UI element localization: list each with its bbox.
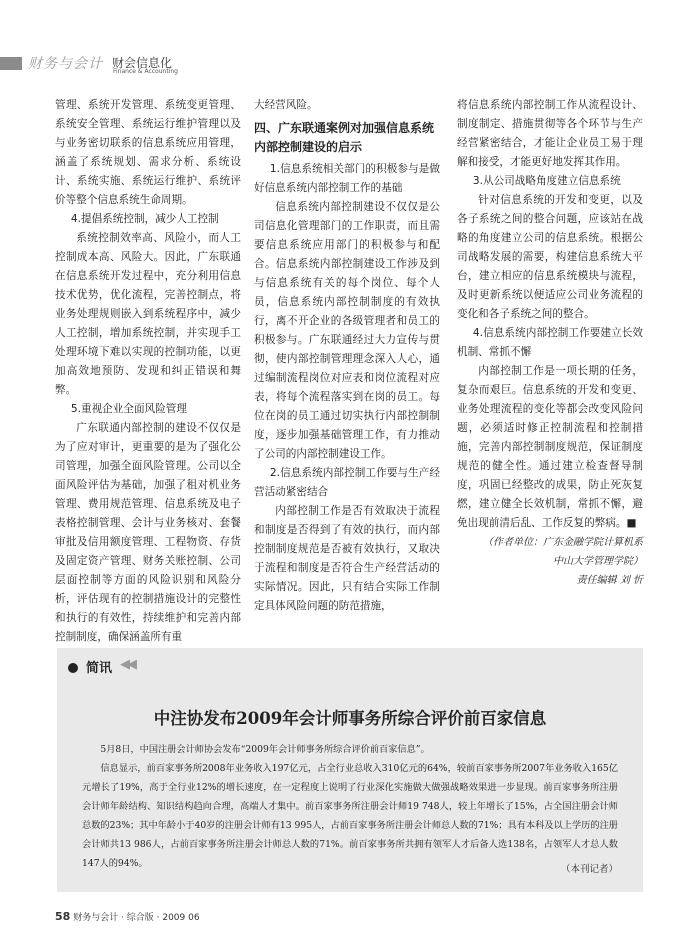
author-affiliation: （作者单位：广东金融学院计算机系 bbox=[483, 537, 643, 548]
news-label: 简讯 bbox=[86, 661, 113, 676]
editor-credit: 责任编辑 刘 忻 bbox=[576, 575, 643, 586]
paragraph: 信息显示，前百家事务所2008年业务收入197亿元，占全行业总收入310亿元的64%，较前百家事务所2007年业务收入165亿元增长了19%，高于全行业12%的增长速度，在一定程度上说明了行业深化实施做大做强战略效果进一步显现。前百家事务所注册会计师年龄结构、知识结构趋向合理，高端人才集中。前百家事务所注册会计师19 748人，较上年增长了15%，占全国注册会计师总数的23%；其中年龄小于40岁的注册会计师有13 995人，占前百家事务所注册会计师总人数的71%；具有本科及以上学历的注册会计师共13 986人，占前百家事务所注册会计师总人数的71%。前百家事务所共拥有领军人才后备人选138名，占领军人才总人数147人的94%。 bbox=[82, 763, 618, 869]
section-title: 财会信息化 bbox=[112, 56, 173, 70]
subheading: 4.提倡系统控制，减少人工控制 bbox=[70, 213, 219, 225]
subheading: 1.信息系统相关部门的积极参与是做好信息系统内部控制工作的基础 bbox=[254, 163, 440, 194]
news-title: 中注协发布2009年会计师事务所综合评价前百家信息 bbox=[153, 709, 547, 728]
paragraph: 针对信息系统的开发和变更，以及各子系统之间的整合问题，应该站在战略的角度建立公司的信息系统。根据公司战略发展的需要，构建信息系统大平台，建立相应的信息系统模块与流程，及时更新系统以便适应公司业务流程的变化和各子系统之间的整合。 bbox=[457, 194, 643, 320]
footer-text: 财务与会计 · 综合版 · 2009 06 bbox=[73, 913, 200, 923]
paragraph: 系统控制效率高、风险小，而人工控制成本高、风险大。因此，广东联通在信息系统开发过程中，充分利用信息技术优势，优化流程，完善控制点，将业务处理规则嵌入到系统程序中，减少人工控制，增加系统控制，并实现手工处理环境下难以实现的控制功能，以更加高效地预防、发现和纠正错误和舞弊。 bbox=[55, 232, 241, 396]
page-footer bbox=[55, 910, 200, 923]
page-number: 58 bbox=[55, 910, 71, 923]
subheading: 3.从公司战略角度建立信息系统 bbox=[472, 175, 621, 187]
paragraph: 广东联通内部控制的建设不仅仅是为了应对审计，更重要的是为了强化公司管理，加强全面风险管理。公司以全面风险评估为基础，加强了租对机业务管理、费用规范管理、信息系统及电子表格控制管理、会计与业务核对、套餐审批及信用额度管理、工程物资、存货及固定资产管理、财务关账控制、公司层面控制等方面的风险识别和风险分析，评估现有的控制措施设计的完整性和执行的有效性，持续维护和完善内部控制制度，确保涵盖所有重 bbox=[55, 422, 241, 643]
paragraph: 管理、系统开发管理、系统变更管理、系统安全管理、系统运行维护管理以及与业务密切联系的信息系统应用管理，涵盖了系统规划、需求分析、系统设计、系统实施、系统运行维护、系统评价等整个信息系统生命周期。 bbox=[55, 99, 241, 206]
subheading: 5.重视企业全面风险管理 bbox=[70, 403, 187, 415]
header-bar bbox=[0, 57, 22, 70]
paragraph: 信息系统内部控制建设不仅仅是公司信息化管理部门的工作职责，而且需要信息系统应用部门的积极参与和配合。信息系统内部控制建设工作涉及到与信息系统有关的每个岗位、每个人员，信息系统内部控制制度的有效执行，离不开企业的各级管理者和员工的积极参与。广东联通经过大力宣传与贯彻，使内部控制管理理念深入人心，通过编制流程岗位对应表和岗位流程对应表，将每个流程落实到在岗的员工。每位在岗的员工通过切实执行内部控制制度，逐步加强基础管理工作，有力推动了公司的内部控制建设工作。 bbox=[254, 201, 440, 460]
news-body bbox=[82, 740, 618, 873]
bullet-icon bbox=[68, 663, 78, 673]
subheading: 2.信息系统内部控制工作要与生产经营活动紧密结合 bbox=[254, 467, 440, 498]
paragraph: 将信息系统内部控制工作从流程设计、制度制定、措施贯彻等各个环节与生产经营紧密结合，才能让企业员工易于理解和接受，才能更好地发挥其作用。 bbox=[457, 99, 643, 168]
paragraph: 内部控制工作是否有效取决于流程和制度是否得到了有效的执行，而内部控制制度规范是否被有效执行，又取决于流程和制度是否符合生产经营活动的实际情况。因此，只有结合实际工作制定具体风险问题的防范措施， bbox=[254, 505, 440, 612]
column-1 bbox=[55, 96, 241, 647]
column-2 bbox=[254, 96, 440, 616]
paragraph: 内部控制工作是一项长期的任务，复杂而艰巨。信息系统的开发和变更、业务处理流程的变化等都会改变风险问题，必须适时修正控制流程和控制措施，完善内部控制制度规范，保证制度规范的健全性。通过建立检查督导制度，巩固已经整改的成果，防止死灰复燃，建立健全长效机制，常抓不懈，避免出现前清后乱、工作反复的弊病。■ bbox=[457, 365, 643, 529]
section-subtitle: Finance & Accounting bbox=[113, 68, 178, 75]
section-heading: 四、广东联通案例对加强信息系统内部控制建设的启示 bbox=[254, 121, 435, 154]
author-affiliation: 中山大学管理学院） bbox=[553, 556, 643, 567]
double-chevron-left-icon: ◀◀ bbox=[120, 657, 134, 672]
paragraph: 5月8日，中国注册会计师协会发布“2009年会计师事务所综合评价前百家信息”。 bbox=[100, 744, 430, 755]
paragraph: 大经营风险。 bbox=[254, 99, 318, 111]
magazine-logo: 财务与会计 bbox=[28, 56, 103, 72]
news-source: （本刊记者） bbox=[560, 864, 618, 875]
subheading: 4.信息系统内部控制工作要建立长效机制、常抓不懈 bbox=[457, 327, 643, 358]
column-3 bbox=[457, 96, 643, 590]
